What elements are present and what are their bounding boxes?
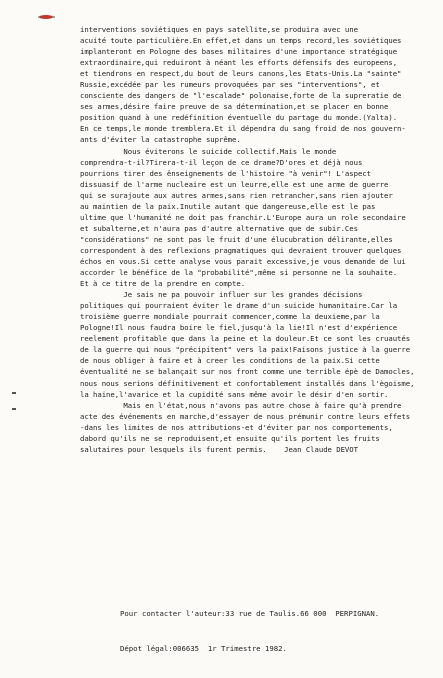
text-line: troisième guerre mondiale pourrait commencer,comme la deuxieme,par la [80,312,380,322]
text-line: nous nous serions définitivement et confortablement installés dans l'ègoisme, [80,378,415,388]
text-line: Mais en l'état,nous n'avons pas autre chose à faire qu'à prendre [80,400,402,410]
red-ink-mark [36,14,56,20]
text-line: -dans les limites de nos attributions-et d'éviter par nos comportements, [80,422,393,432]
text-line: salutaires pour lesquels ils furent permis. Jean Claude DEVOT [80,444,358,454]
text-line: Nous éviterons le suicide collectif.Mais le monde [80,146,337,156]
text-line: correspondent à des reflexions pragmatiques qui devraient trouver quelques [80,245,402,255]
text-line: dabord qu'ils ne se reproduisent,et ensuite qu'ils portent les fruits [80,433,380,443]
text-line: Je sais ne pa pouvoir influer sur les grandes décisions [80,290,363,300]
text-line: ultime que l'humanité ne doit pas franchir.L'Europe aura un role secondaire [80,212,406,222]
text-line: de la guerre qui nous "précipitent" vers la paix!Faisons justice à la guerre [80,345,411,355]
text-line: acte des événements en marche,d'essayer de nous prémunir contre leurs effets [80,411,411,421]
text-line: interventions soviétiques en pays satellite,se produira avec une [80,25,358,34]
text-line: et tiendrons en respect,du bout de leurs canons,les Etats-Unis.La "sainte" [80,69,402,79]
text-line: dissuasif de l'arme nucleaire est un leurre,elle est une arme de guerre [80,179,389,189]
text-line: la haine,l'avarice et la cupidité sans même avoir le désir d'en sortir. [80,389,389,399]
text-line: ants d'éviter la catastrophe suprême. [80,135,241,145]
text-line: ses armes,désire faire preuve de sa détermination,et se placer en bonne [80,102,389,112]
text-line: Pologne!Il nous faudra boire le fiel,jusqu'à la lie!Il n'est d'expérience [80,323,398,333]
text-line: acuité toute particulière.En effet,et dans un temps record,les soviétiques [80,36,402,46]
margin-mark [12,408,16,410]
text-line: position quand à une redéfinition éventuelle du partage du monde.(Yalta). [80,113,398,123]
text-line: qui se surajoute aux autres armes,sans rien retrancher,sans rien ajouter [80,190,393,200]
text-line: pourrions tirer des ênseignements de l'histoire "à venir"! L'aspect [80,168,371,178]
text-line: En ce temps,le monde tremblera.Et il dépendra du sang froid de nos gouvern- [80,124,406,134]
text-line: comprendra-t-il?Tirera-t-il leçon de ce drame?D'ores et déjà nous [80,157,363,167]
text-line: extraordinaire,qui reduiront à néant les efforts défensifs des europeens, [80,58,398,68]
footer [120,584,440,678]
text-line: accorder le bénéfice de la "probabilité",même si personne ne la souhaite. [80,268,398,278]
text-line: consciente des dangers de "l'escalade" polonaise,forte de la supreratie de [80,91,402,101]
text-line: reelement profitable que dans la peine et la douleur.Et ce sont les cruautés [80,334,411,344]
text-line: de nous obliger à faire et à creer les conditions de la paix.Si cette [80,356,380,366]
text-line: implanteront en Pologne des bases militaires d'une importance stratégique [80,47,398,57]
text-line: au maintien de la paix.Inutile autant que dangereuse,elle est le pas [80,201,376,211]
text-line: Russie,excédée par les rumeurs provoquées par ses "interventions", et [80,80,380,90]
text-line: Et à ce titre de la prendre en compte. [80,279,246,289]
footer-contact: Pour contacter l'auteur:33 rue de Taulis.66 000 PERPIGNAN. [120,609,380,618]
text-line: éventualité ne se balançait sur nos front comme une terrible épè de Damocles, [80,367,415,377]
letter-body [80,24,442,455]
text-line: échos en vous.Si cette analyse vous parait excessive,je vous demande de lui [80,256,406,266]
margin-mark [12,392,16,394]
text-line: politiques qui pourraient éviter le drame d'un suicide humanitaire.Car la [80,301,398,311]
text-line: et subalterne,et n'aura pas d'autre alternative que de subir.Ces [80,223,358,233]
footer-depot: Dépot légal:006635 1r Trimestre 1982. [120,644,287,654]
text-line: "considérations" ne sont pas le fruit d'une élucubration délirante,elles [80,234,393,244]
